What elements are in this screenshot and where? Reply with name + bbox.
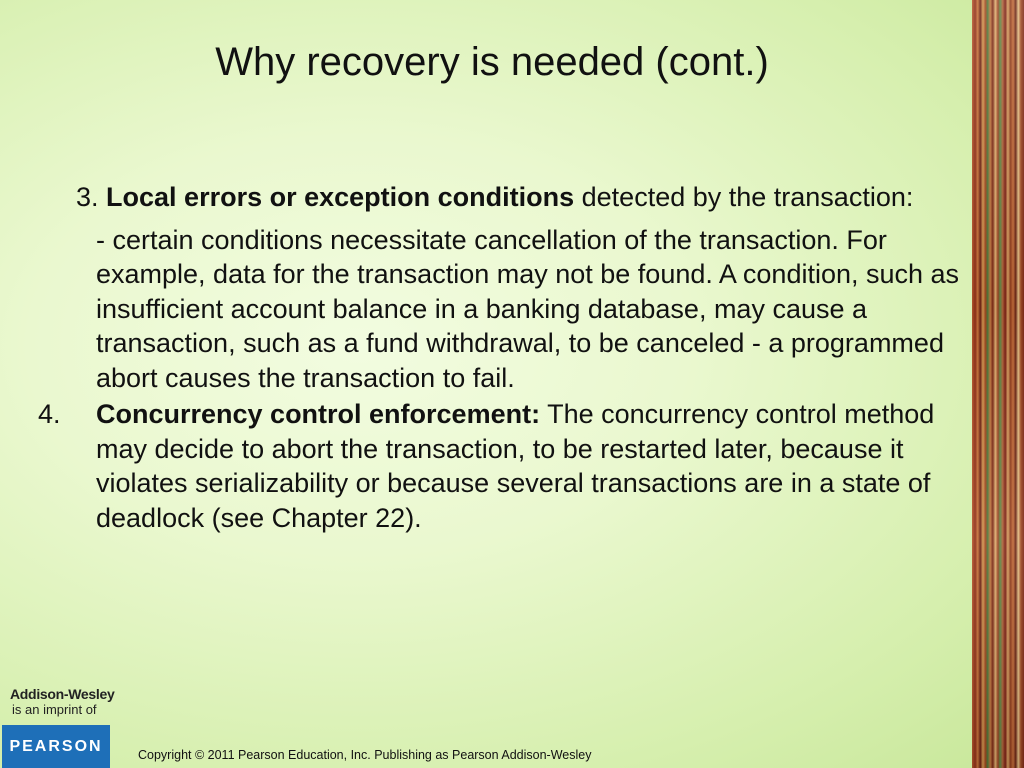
list-number-3: 3.: [76, 182, 107, 212]
pearson-logo-text: PEARSON: [9, 737, 103, 755]
imprint-text: is an imprint of: [12, 702, 97, 717]
publisher-name: Addison-Wesley: [10, 686, 115, 702]
list-item-3-body: - certain conditions necessitate cancellation of the transaction. For example, data for the transaction may not be found. A condition, such as insufficient account balance in a banking database, may cause a transaction, such as a fund withdrawal, to be canceled - a programmed abort causes the transaction to fail.: [96, 224, 960, 393]
decorative-stripe: [972, 0, 1024, 768]
list-item-4: [0, 397, 960, 535]
item-3-heading-rest: detected by the transaction:: [574, 182, 914, 212]
pearson-logo: [2, 725, 110, 768]
copyright-notice: Copyright © 2011 Pearson Education, Inc. Publishing as Pearson Addison-Wesley: [138, 748, 592, 762]
slide-content: [0, 180, 960, 535]
item-3-bold-heading: Local errors or exception conditions: [106, 182, 575, 212]
list-item-3-heading: [0, 180, 960, 215]
item-4-body: The concurrency control method may decide to abort the transaction, to be restarted later, because it violates serializability or because several transactions are in a state of deadlock (see Chapter 22).: [96, 399, 935, 533]
list-number-4: 4.: [38, 399, 61, 429]
slide-title: Why recovery is needed (cont.): [215, 40, 769, 84]
item-4-bold-heading: Concurrency control enforcement:: [96, 399, 541, 429]
